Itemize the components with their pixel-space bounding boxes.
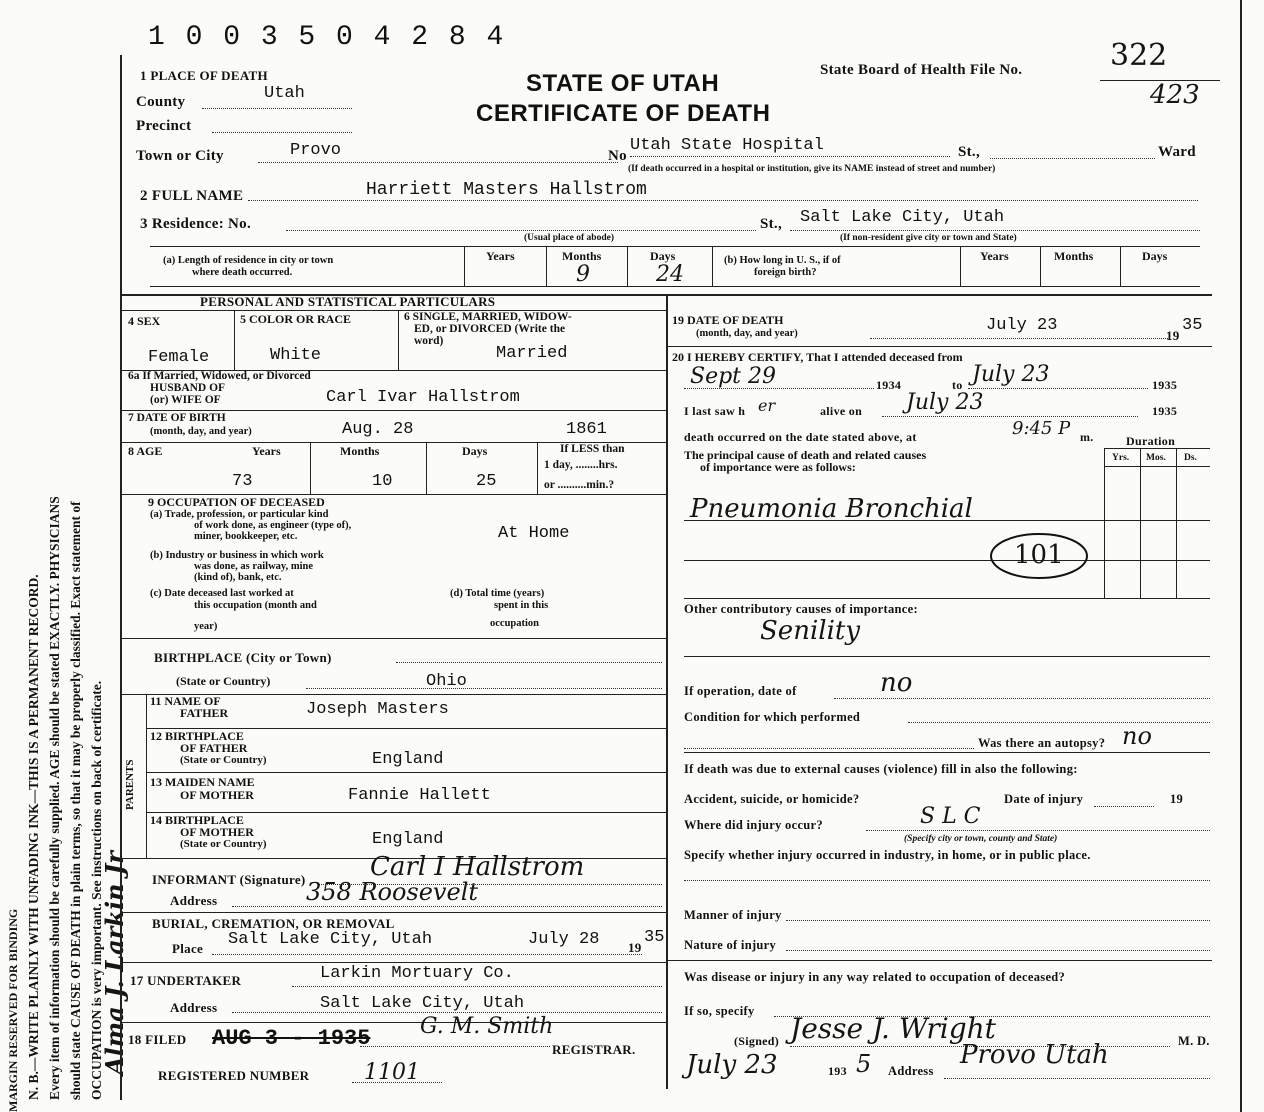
residence-months-value: 9 (576, 262, 590, 287)
burial-year: 35 (644, 928, 665, 947)
birthplace-state-label: (State or Country) (176, 674, 271, 688)
file-number-label: State Board of Health File No. (820, 62, 1023, 78)
file-number-top: 322 (1110, 38, 1168, 73)
street-label: St., (958, 144, 981, 160)
burial-date: July 28 (528, 930, 600, 949)
cause-value: Pneumonia Bronchial (690, 494, 973, 524)
attended-to: July 23 (972, 362, 1050, 387)
physician-signature: Jesse J. Wright (790, 1012, 996, 1045)
county-value: Utah (264, 84, 305, 103)
age-days-label: Days (462, 444, 488, 458)
condition-label: Condition for which performed (684, 710, 861, 724)
last-saw-year: 1935 (1152, 404, 1178, 418)
occupation-d2: spent in this (494, 600, 549, 611)
external-causes-label: If death was due to external causes (violence) fill in also the following: (684, 762, 1078, 776)
parents-side-label: PARENTS (124, 759, 136, 810)
undertaker-address: Salt Lake City, Utah (320, 994, 525, 1013)
informant-address: 358 Roosevelt (306, 878, 479, 906)
duration-days-label: Ds. (1184, 453, 1197, 463)
informant-address-label: Address (170, 893, 218, 908)
age-months-value: 10 (372, 472, 393, 491)
age-years-label: Years (252, 444, 281, 458)
mother-value: Fannie Hallett (348, 786, 491, 805)
occupation-d1: (d) Total time (years) (450, 588, 545, 599)
left-margin-signature: Alma J. Larkin Jr (100, 851, 129, 1075)
if-so-label: If so, specify (684, 1004, 755, 1018)
last-saw-label: I last saw h (684, 404, 746, 418)
other-causes-value: Senility (760, 616, 861, 646)
signed-label: (Signed) (734, 1034, 780, 1048)
ward-label: Ward (1158, 144, 1196, 160)
spouse-label-b: HUSBAND OF (150, 382, 226, 394)
certify-label: 20 I HEREBY CERTIFY, That I attended deceased from (672, 350, 963, 364)
serial-number: 1 0 0 3 5 0 4 2 8 4 (148, 22, 506, 53)
sidebar-instructions-2: should state CAUSE OF DEATH in plain terms, so that it may be properly classified. Exact statement of (68, 501, 83, 1100)
autopsy-value: no (1122, 722, 1152, 750)
father-bp-label-a: 12 BIRTHPLACE (150, 729, 244, 743)
sidebar-instructions-3: OCCUPATION is very important. See instructions on back of certificate. (89, 680, 104, 1100)
physician-year: 5 (856, 1050, 872, 1078)
undertaker-label: 17 UNDERTAKER (130, 973, 242, 988)
length-residence-label-b: where death occurred. (192, 267, 293, 278)
marital-label-b: ED, or DIVORCED (Write the (414, 323, 566, 335)
last-saw-date: July 23 (906, 390, 984, 415)
occupation-b1: (b) Industry or business in which work (150, 550, 324, 561)
town-value: Provo (290, 141, 342, 160)
form-title: CERTIFICATE OF DEATH (476, 100, 771, 127)
foreign-months-label: Months (1054, 249, 1094, 263)
manner-label: Manner of injury (684, 908, 782, 922)
father-value: Joseph Masters (306, 700, 449, 719)
nonresident-note: (If non-resident give city or town and State) (840, 233, 1017, 243)
full-name-value: Harriett Masters Hallstrom (366, 180, 647, 200)
occupation-c2: this occupation (month and (194, 600, 317, 611)
informant-label: INFORMANT (Signature) (152, 872, 306, 887)
registered-number: 1101 (364, 1060, 420, 1085)
sex-value: Female (148, 348, 210, 367)
industry-label: Specify whether injury occurred in industry, in home, or in public place. (684, 848, 1091, 862)
occupation-a1: (a) Trade, profession, or particular kind (150, 509, 329, 520)
personal-section-label: PERSONAL AND STATISTICAL PARTICULARS (200, 294, 496, 309)
autopsy-label: Was there an autopsy? (978, 736, 1106, 750)
attended-to-label: to (952, 378, 963, 392)
undertaker-address-label: Address (170, 1000, 218, 1015)
county-label: County (136, 94, 186, 110)
age-label: 8 AGE (128, 444, 163, 458)
foreign-days-label: Days (1142, 249, 1168, 263)
where-injury-label: Where did injury occur? (684, 818, 823, 832)
burial-label: BURIAL, CREMATION, OR REMOVAL (152, 916, 395, 931)
residence-value: Salt Lake City, Utah (800, 208, 1005, 227)
occupation-c3: year) (194, 621, 218, 632)
cause-label-b: of importance were as follows: (700, 460, 856, 474)
last-saw-alive-label: alive on (820, 404, 863, 418)
death-occurred-time: 9:45 P (1012, 418, 1071, 439)
mother-label-b: OF MOTHER (180, 788, 254, 802)
burial-year-prefix: 19 (628, 940, 642, 955)
length-residence-label-a: (a) Length of residence in city or town (163, 255, 334, 266)
duration-label: Duration (1126, 434, 1176, 448)
dob-label-b: (month, day, and year) (150, 426, 252, 437)
precinct-label: Precinct (136, 118, 192, 134)
mother-birthplace-value: England (372, 830, 444, 849)
md-label: M. D. (1178, 1034, 1210, 1048)
residence-months-label: Months (562, 249, 602, 263)
death-year-prefix: 19 (1166, 328, 1180, 343)
occupation-value: At Home (498, 524, 570, 543)
filed-label: 18 FILED (128, 1032, 187, 1047)
informant-signature: Carl I Hallstrom (370, 852, 585, 882)
undertaker-value: Larkin Mortuary Co. (320, 964, 514, 983)
physician-address-label: Address (888, 1064, 934, 1078)
physician-date: July 23 (686, 1050, 778, 1080)
marital-label-c: word) (414, 335, 444, 347)
less-label-b: 1 day, ........hrs. (544, 459, 618, 471)
cause-label-a: The principal cause of death and related causes (684, 448, 927, 462)
spouse-label-c: (or) WIFE OF (150, 394, 221, 406)
occupation-b3: (kind of), bank, etc. (194, 572, 282, 583)
occupation-label: 9 OCCUPATION OF DECEASED (148, 495, 325, 509)
marital-value: Married (496, 344, 568, 363)
mother-bp-label-c: (State or Country) (180, 838, 267, 850)
birthplace-value: Ohio (426, 672, 467, 691)
file-number-bottom: 423 (1150, 80, 1200, 110)
institution-value: Utah State Hospital (630, 136, 824, 155)
form-title-state: STATE OF UTAH (526, 70, 720, 97)
residence-street-label: St., (760, 216, 783, 232)
attended-from: Sept 29 (690, 364, 777, 389)
sidebar-margin-note: MARGIN RESERVED FOR BINDING (6, 908, 20, 1112)
residence-label: 3 Residence: No. (140, 216, 252, 232)
death-date-value: July 23 (986, 316, 1058, 335)
operation-label: If operation, date of (684, 684, 797, 698)
age-years-value: 73 (232, 472, 253, 491)
dob-year: 1861 (566, 420, 607, 439)
age-days-value: 25 (476, 472, 497, 491)
attended-to-year: 1935 (1152, 378, 1178, 392)
nature-label: Nature of injury (684, 938, 777, 952)
full-name-label: 2 FULL NAME (140, 188, 244, 204)
father-birthplace-value: England (372, 750, 444, 769)
accident-label: Accident, suicide, or homicide? (684, 792, 860, 806)
usual-abode-note: (Usual place of abode) (524, 233, 614, 243)
occupation-d3: occupation (490, 618, 540, 629)
occupation-c1: (c) Date deceased last worked at (150, 588, 294, 599)
sidebar-warning-line: N. B.—WRITE PLAINLY WITH UNFADING INK—THIS IS A PERMANENT RECORD. (26, 574, 41, 1100)
date-injury-year: 19 (1170, 792, 1184, 806)
death-date-label-b: (month, day, and year) (696, 328, 798, 339)
mother-label-a: 13 MAIDEN NAME (150, 775, 255, 789)
specify-city-note: (Specify city or town, county and State) (904, 834, 1058, 844)
spouse-label-a: 6a If Married, Widowed, or Divorced (128, 370, 311, 382)
last-saw-pronoun: er (758, 396, 776, 415)
foreign-birth-label-b: foreign birth? (754, 267, 817, 278)
cause-code: 101 (1014, 540, 1064, 570)
father-bp-label-c: (State or Country) (180, 754, 267, 766)
town-label: Town or City (136, 148, 224, 164)
color-value: White (270, 346, 322, 365)
residence-days-label: Days (650, 249, 676, 263)
residence-years-label: Years (486, 249, 515, 263)
birthplace-label: BIRTHPLACE (City or Town) (154, 650, 332, 665)
institution-note: (If death occurred in a hospital or institution, give its NAME instead of street and number) (628, 164, 996, 174)
physician-address: Provo Utah (960, 1040, 1109, 1070)
death-year: 35 (1182, 316, 1203, 335)
physician-year-prefix: 193 (828, 1064, 847, 1078)
marital-label-a: 6 SINGLE, MARRIED, WIDOW- (404, 311, 572, 323)
burial-place-label: Place (172, 941, 204, 956)
sex-label: 4 SEX (128, 314, 161, 328)
less-label-a: If LESS than (560, 443, 625, 455)
spouse-value: Carl Ivar Hallstrom (326, 388, 520, 407)
registered-number-label: REGISTERED NUMBER (158, 1068, 310, 1083)
father-label-b: FATHER (180, 706, 229, 720)
date-injury-label: Date of injury (1004, 792, 1084, 806)
color-label: 5 COLOR OR RACE (240, 312, 352, 326)
residence-days-value: 24 (656, 262, 684, 287)
sidebar-instructions-1: Every item of information should be carefully supplied. AGE should be stated EXACTLY. PHYSICIANS (47, 496, 62, 1100)
death-date-label-a: 19 DATE OF DEATH (672, 313, 784, 327)
filed-stamp: AUG 3 - 1935 (212, 1026, 371, 1051)
duration-years-label: Yrs. (1112, 453, 1130, 463)
occupation-a2: of work done, as engineer (type of), (194, 520, 352, 531)
place-of-death-label: 1 PLACE OF DEATH (140, 68, 268, 83)
father-bp-label-b: OF FATHER (180, 741, 248, 755)
burial-place-value: Salt Lake City, Utah (228, 930, 433, 949)
dob-label-a: 7 DATE OF BIRTH (128, 412, 226, 424)
registrar-label: REGISTRAR. (552, 1042, 636, 1057)
where-injury-value: S L C (920, 804, 981, 829)
death-occurred-m: m. (1080, 430, 1094, 444)
duration-months-label: Mos. (1146, 453, 1166, 463)
foreign-birth-label-a: (b) How long in U. S., if of (724, 255, 841, 266)
other-causes-label: Other contributory causes of importance: (684, 602, 918, 616)
mother-bp-label-b: OF MOTHER (180, 825, 254, 839)
age-months-label: Months (340, 444, 380, 458)
occupation-a3: miner, bookkeeper, etc. (194, 531, 298, 542)
registrar-signature: G. M. Smith (420, 1014, 554, 1039)
foreign-years-label: Years (980, 249, 1009, 263)
attended-from-year: 1934 (876, 378, 902, 392)
number-label: No (608, 148, 627, 164)
occupation-related-label: Was disease or injury in any way related to occupation of deceased? (684, 970, 1066, 984)
dob-month-day: Aug. 28 (342, 420, 414, 439)
operation-value: no (880, 668, 913, 698)
death-occurred-label: death occurred on the date stated above, at (684, 430, 917, 444)
less-label-c: or ..........min.? (544, 479, 615, 491)
mother-bp-label-a: 14 BIRTHPLACE (150, 813, 244, 827)
father-label-a: 11 NAME OF (150, 694, 221, 708)
occupation-b2: was done, as railway, mine (194, 561, 314, 572)
